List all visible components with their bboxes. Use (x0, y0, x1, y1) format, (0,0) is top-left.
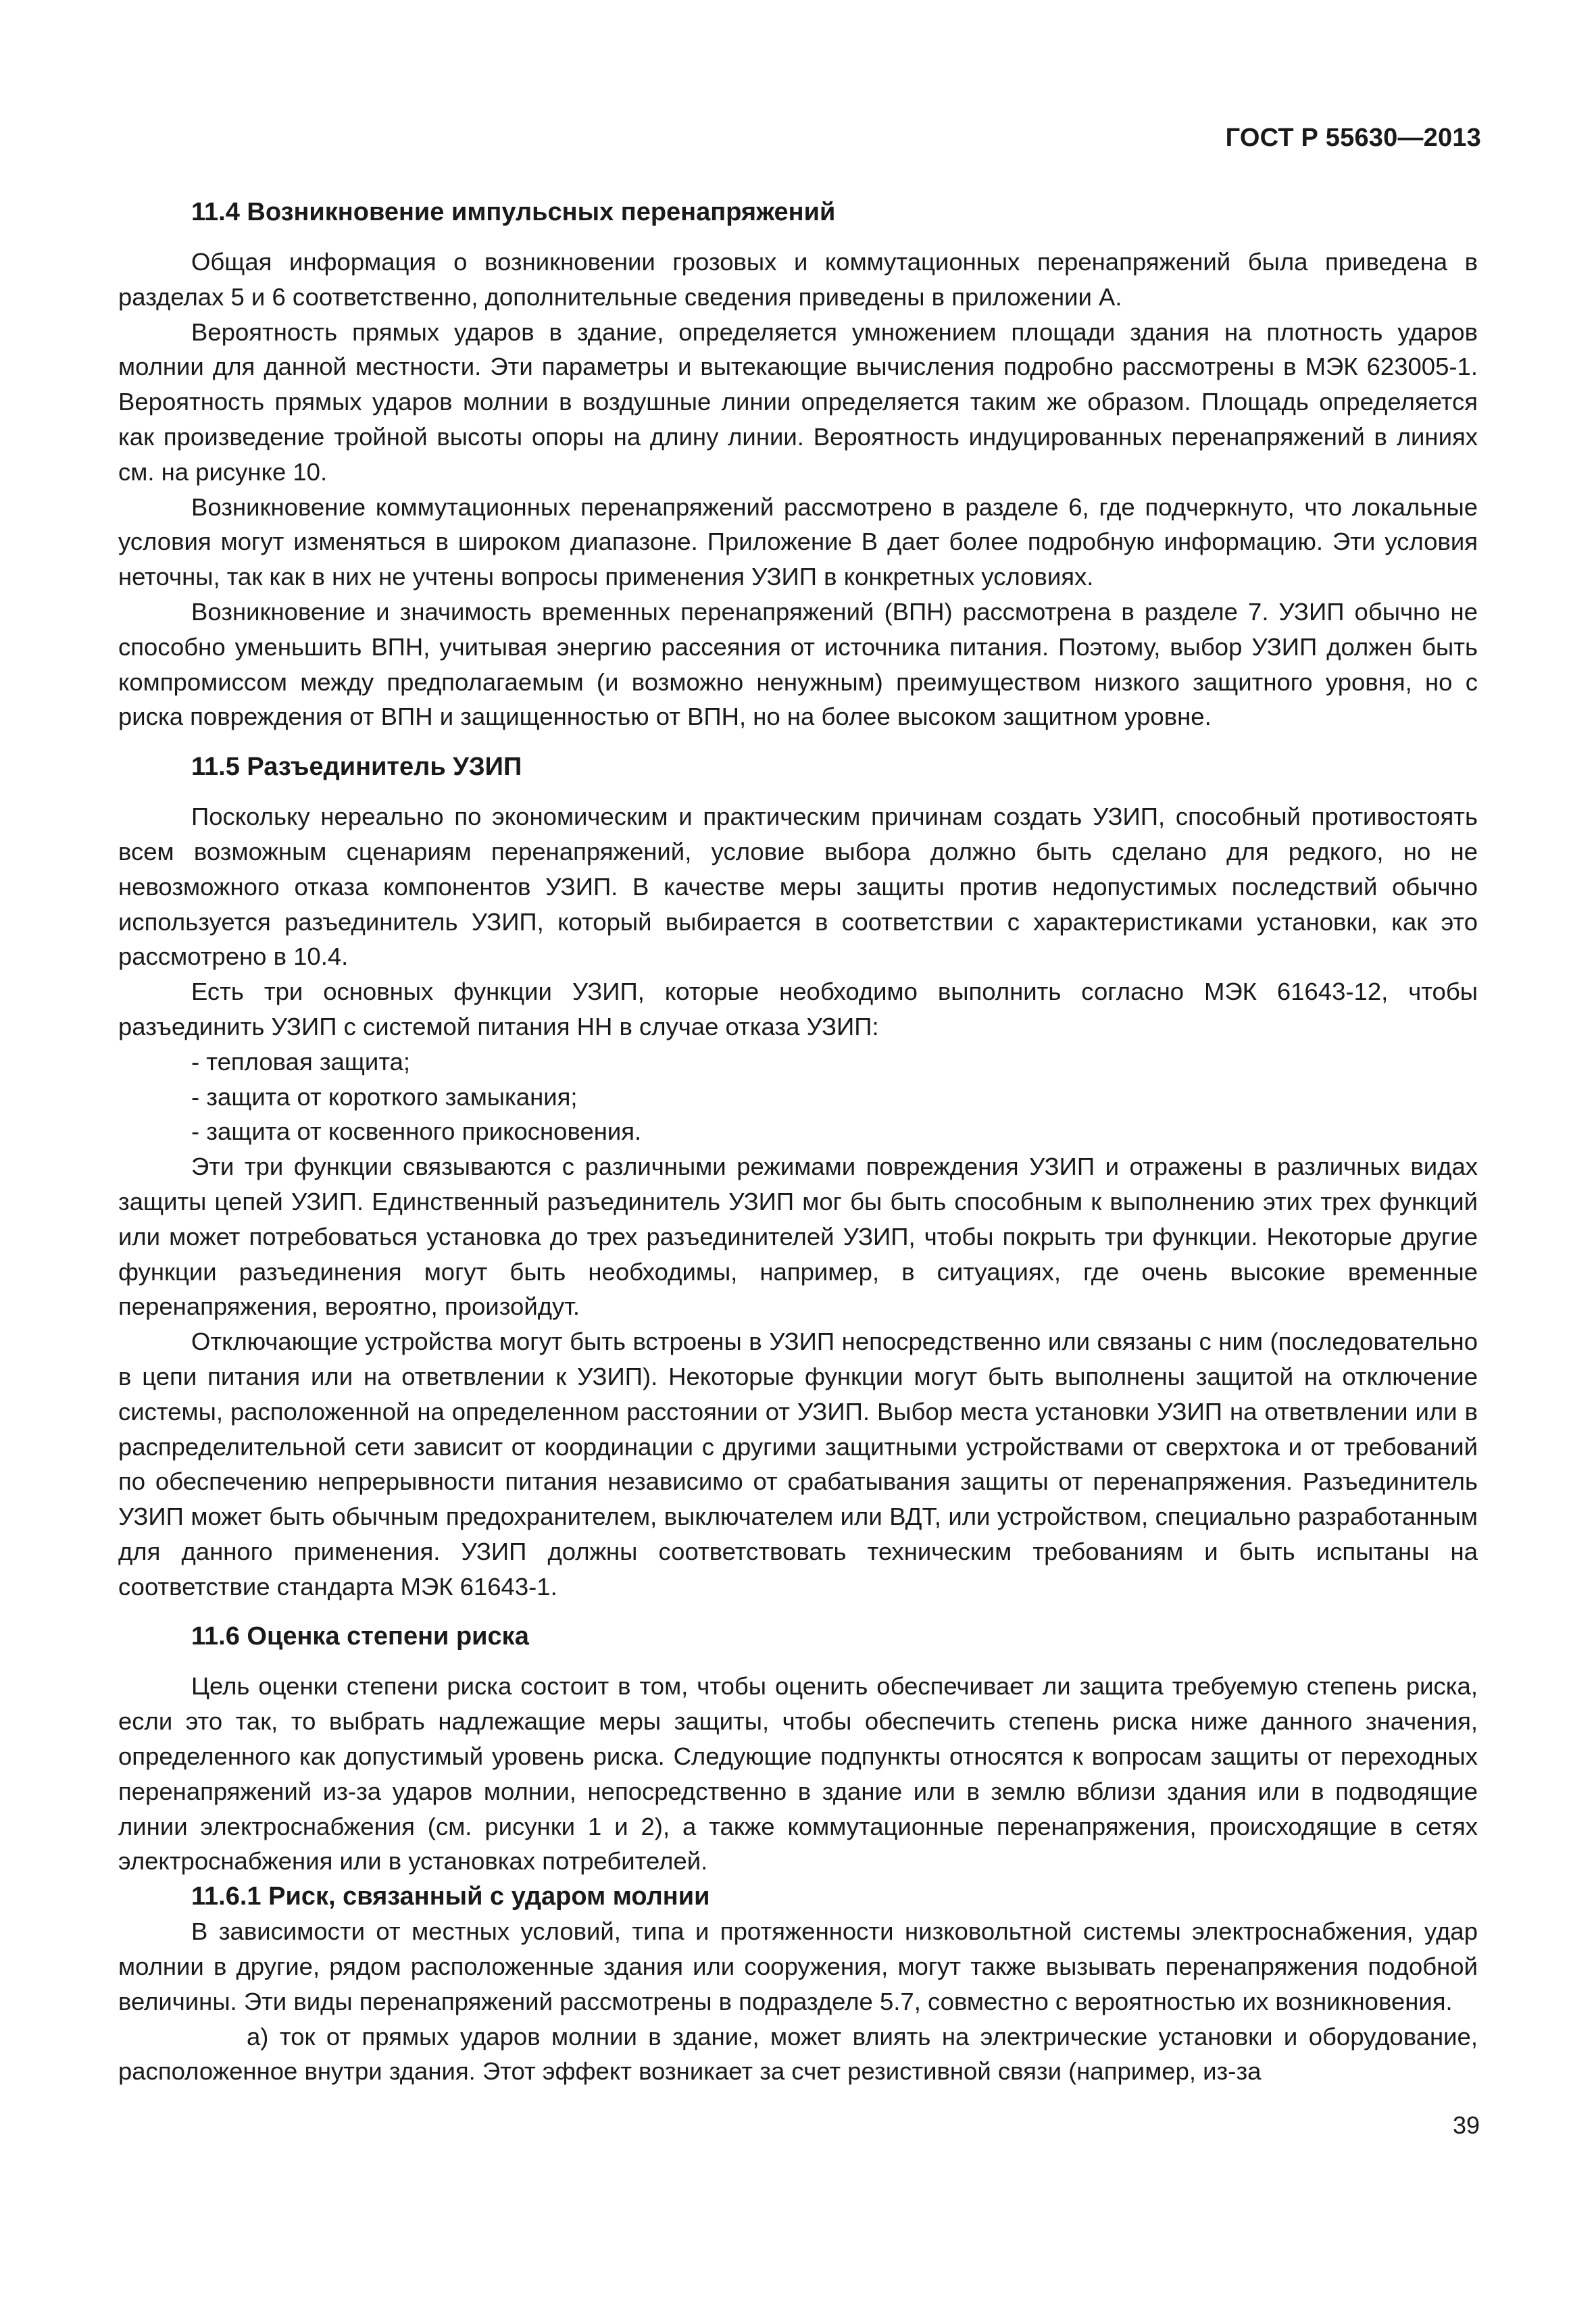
page-content (118, 195, 1478, 2089)
paragraph: Вероятность прямых ударов в здание, определяется умножением площади здания на плотность ударов молнии для данной местности. Эти параметры и вытекающие вычисления подробно рассмотрены в МЭК 623005-1. Вероятность прямых ударов молнии в воздушные линии определяется таким же образом. Площадь определяется как произведение тройной высоты опоры на длину линии. Вероятность индуцированных перенапряжений в линиях см. на рисунке 10. (118, 318, 1478, 486)
list-item: - тепловая защита; (191, 1047, 411, 1076)
paragraph: Общая информация о возникновении грозовых и коммутационных перенапряжений была приведена в разделах 5 и 6 соответственно, дополнительные сведения приведены в приложении А. (118, 248, 1478, 311)
standard-header: ГОСТ Р 55630—2013 (1225, 124, 1481, 152)
list-item: - защита от косвенного прикосновения. (191, 1117, 642, 1146)
paragraph: Есть три основных функции УЗИП, которые необходимо выполнить согласно МЭК 61643-12, чтобы разъединить УЗИП с системой питания НН в случае отказа УЗИП: (118, 978, 1478, 1040)
paragraph: Цель оценки степени риска состоит в том, чтобы оценить обеспечивает ли защита требуемую степень риска, если это так, то выбрать надлежащие меры защиты, чтобы обеспечить степень риска ниже данного значения, определенного как допустимый уровень риска. Следующие подпункты относятся к вопросам защиты от переходных перенапряжений из-за ударов молнии, непосредственно в здание или в землю вблизи здания или в подводящие линии электроснабжения (см. рисунки 1 и 2), а также коммутационные перенапряжения, происходящие в сетях электроснабжения или в установках потребителей. (118, 1672, 1478, 1876)
paragraph: Отключающие устройства могут быть встроены в УЗИП непосредственно или связаны с ним (последовательно в цепи питания или на ответвлении к УЗИП). Некоторые функции могут быть выполнены защитой на отключение системы, расположенной на определенном расстоянии от УЗИП. Выбор места установки УЗИП на ответвлении или в распределительной сети зависит от координации с другими защитными устройствами от сверхтока и от требований по обеспечению непрерывности питания независимо от срабатывания защиты от перенапряжения. Разъединитель УЗИП может быть обычным предохранителем, выключателем или ВДТ, или устройством, специально разработанным для данного применения. УЗИП должны соответствовать техническим требованиям и быть испытаны на соответствие стандарта МЭК 61643-1. (118, 1328, 1478, 1601)
section-title-11-4: 11.4 Возникновение импульсных перенапряжений (191, 198, 836, 226)
section-title-11-6: 11.6 Оценка степени риска (191, 1622, 529, 1651)
paragraph: Возникновение коммутационных перенапряжений рассмотрено в разделе 6, где подчеркнуто, что локальные условия могут изменяться в широком диапазоне. Приложение В дает более подробную информацию. Эти условия неточны, так как в них не учтены вопросы применения УЗИП в конкретных условиях. (118, 493, 1478, 591)
paragraph: Поскольку нереально по экономическим и практическим причинам создать УЗИП, способный противостоять всем возможным сценариям перенапряжений, условие выбора должно быть сделано для редкого, но не невозможного отказа компонентов УЗИП. В качестве меры защиты против недопустимых последствий обычно используется разъединитель УЗИП, который выбирается в соответствии с характеристиками установки, как это рассмотрено в 10.4. (118, 803, 1478, 971)
paragraph: Возникновение и значимость временных перенапряжений (ВПН) рассмотрена в разделе 7. УЗИП обычно не способно уменьшить ВПН, учитывая энергию рассеяния от источника питания. Поэтому, выбор УЗИП должен быть компромиссом между предполагаемым (и возможно ненужным) преимуществом низкого защитного уровня, но с риска повреждения от ВПН и защищенностью от ВПН, но на более высоком защитном уровне. (118, 597, 1478, 731)
page-number: 39 (1452, 2111, 1480, 2139)
list-item: - защита от короткого замыкания; (191, 1082, 578, 1111)
subsection-title-11-6-1: 11.6.1 Риск, связанный с ударом молнии (191, 1882, 710, 1911)
paragraph: Эти три функции связываются с различными режимами повреждения УЗИП и отражены в различных видах защиты цепей УЗИП. Единственный разъединитель УЗИП мог бы быть способным к выполнению этих трех функций или может потребоваться установка до трех разъединителей УЗИП, чтобы покрыть три функции. Некоторые другие функции разъединения могут быть необходимы, например, в ситуациях, где очень высокие временные перенапряжения, вероятно, произойдут. (118, 1153, 1478, 1321)
list-item-a: а) ток от прямых ударов молнии в здание, может влиять на электрические установки и оборудование, расположенное внутри здания. Этот эффект возникает за счет резистивной связи (например, из-за (118, 2022, 1478, 2086)
section-title-11-5: 11.5 Разъединитель УЗИП (191, 753, 522, 782)
paragraph: В зависимости от местных условий, типа и протяженности низковольтной системы электроснабжения, удар молнии в другие, рядом расположенные здания или сооружения, могут также вызывать перенапряжения подобной величины. Эти виды перенапряжений рассмотрены в подразделе 5.7, совместно с вероятностью их возникновения. (118, 1917, 1478, 2015)
